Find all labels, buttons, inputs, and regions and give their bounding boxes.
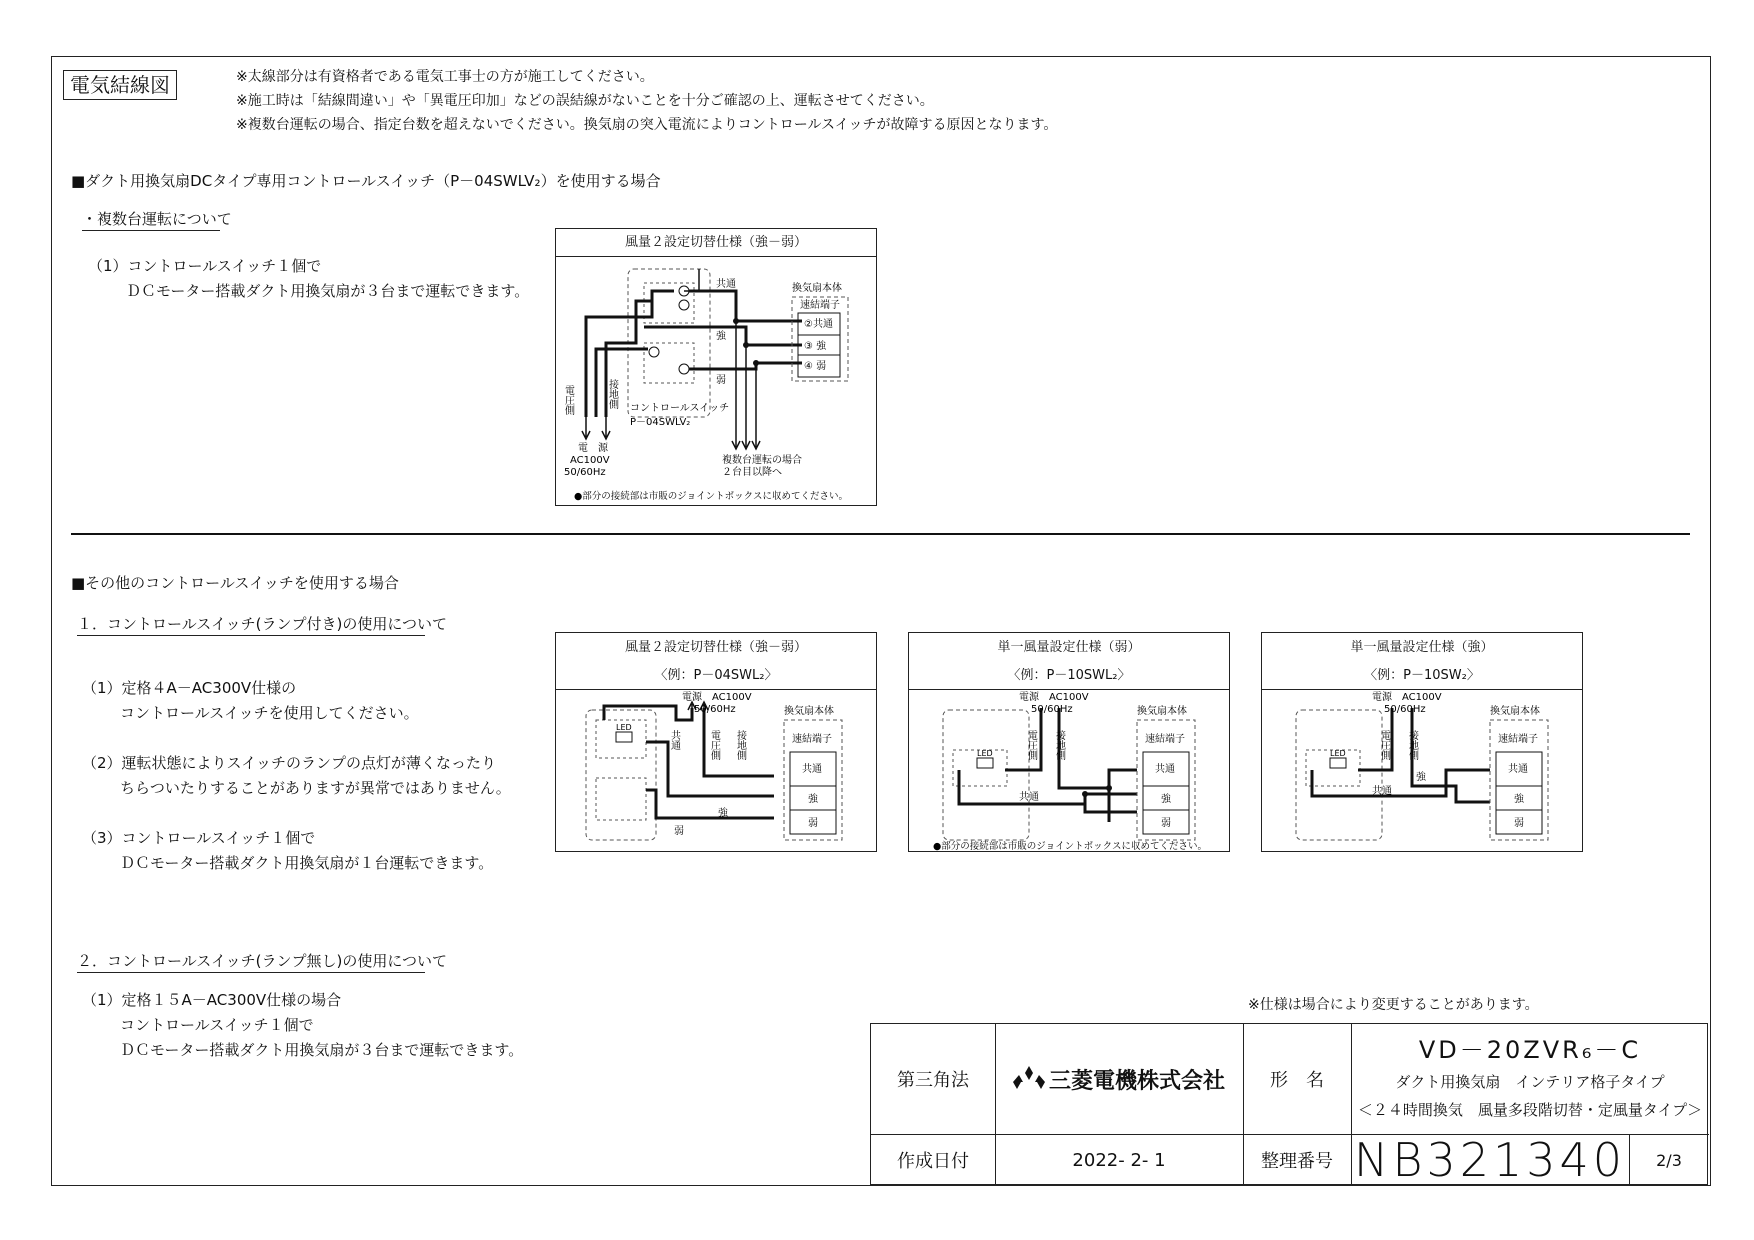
page-title: 電気結線図 — [63, 70, 177, 100]
svg-text:共通: 共通 — [802, 764, 822, 775]
power-voltage: AC100V — [570, 455, 610, 466]
svg-text:弱: 弱 — [808, 818, 818, 829]
svg-text:共通: 共通 — [1372, 786, 1392, 797]
terminal-label: 速結端子 — [800, 300, 840, 311]
svg-text:強: 強 — [1416, 772, 1426, 783]
svg-text:弱: 弱 — [1514, 818, 1524, 829]
model-desc-2: ＜２４時間換気 風量多段階切替・定風量タイプ＞ — [1357, 1100, 1703, 1119]
junction-dot-2 — [743, 342, 749, 348]
multi-label-1: 複数台運転の場合 — [722, 455, 802, 466]
svg-text:弱: 弱 — [1161, 818, 1171, 829]
section2-sub1: １．コントロールスイッチ(ランプ付き)の使用について — [77, 617, 425, 636]
ref-label: 整理番号 — [1261, 1151, 1333, 1172]
svg-text:強: 強 — [1161, 794, 1171, 805]
svg-text:電源 AC100V: 電源 AC100V — [1372, 692, 1442, 703]
note-2: ※施工時は「結線間違い」や「異電圧印加」などの誤結線がないことを十分ご確認の上、運転させてください。 — [236, 93, 934, 109]
date-label: 作成日付 — [897, 1151, 969, 1172]
svg-text:接地側: 接地側 — [734, 730, 746, 760]
model-desc-1: ダクト用換気扇 インテリア格子タイプ — [1395, 1072, 1665, 1091]
svg-text:接地側: 接地側 — [1053, 730, 1065, 760]
svg-text:共通: 共通 — [1019, 792, 1039, 803]
model-number: VD－20ZVR₆－C — [1418, 1035, 1642, 1064]
svg-text:速結端子: 速結端子 — [1145, 734, 1185, 745]
terminal-r-mark — [679, 300, 689, 310]
wire-voltage — [586, 291, 674, 417]
diagram-caption: 風量２設定切替仕様（強－弱） — [624, 640, 807, 655]
diagram-caption: 単一風量設定仕様（強） — [1350, 640, 1494, 655]
wiring-diagram-b1 — [556, 690, 876, 852]
svg-text:速結端子: 速結端子 — [1498, 734, 1538, 745]
svg-text:電圧側: 電圧側 — [1378, 730, 1390, 760]
arrow-ground — [602, 417, 610, 439]
section2b-item1-l1: （1）定格１５A－AC300V仕様の場合 — [82, 991, 342, 1009]
label-weak: 弱 — [716, 375, 726, 386]
power-label: 電 源 — [578, 443, 608, 454]
svg-text:電源 AC100V: 電源 AC100V — [682, 692, 752, 703]
company-cell — [995, 1024, 1243, 1134]
arrow-voltage — [582, 417, 590, 439]
junction-dot-1 — [733, 318, 739, 324]
svg-text:接地側: 接地側 — [1406, 730, 1418, 760]
voltage-side-label: 電圧側 — [562, 385, 574, 415]
section2-item2-l2: ちらついたりすることがありますが異常ではありません。 — [120, 779, 511, 797]
company-name: 三菱電機株式会社 — [1048, 1068, 1225, 1094]
diagram-p10swl2 — [908, 632, 1230, 852]
diagram-example: 〈例：P－10SW₂〉 — [1364, 668, 1480, 683]
svg-text:LED: LED — [977, 749, 993, 758]
note-3: ※複数台運転の場合、指定台数を超えないでください。換気扇の突入電流によりコントロールスイッチが故障する原因となります。 — [236, 117, 1058, 133]
section2b-item1-l2: コントロールスイッチ１個で — [120, 1016, 314, 1034]
section2-item1-l1: （1）定格４A－AC300V仕様の — [82, 679, 297, 697]
junction-note: ●部分の接続部は市販のジョイントボックスに収めてください。 — [574, 491, 849, 502]
terminal-4-mark — [679, 364, 689, 374]
svg-text:50/60Hz: 50/60Hz — [1384, 704, 1426, 715]
section2-item1-l2: コントロールスイッチを使用してください。 — [120, 704, 419, 722]
junction-dot-3 — [753, 360, 759, 366]
date-value: 2022- 2- 1 — [1072, 1149, 1166, 1171]
diagram-p04swlv2 — [555, 228, 877, 506]
wire-common — [689, 291, 802, 321]
terminal-3-mark — [649, 347, 659, 357]
svg-text:電圧側: 電圧側 — [708, 730, 720, 760]
label-strong: 強 — [716, 331, 726, 342]
svg-text:50/60Hz: 50/60Hz — [1031, 704, 1073, 715]
svg-text:換気扇本体: 換気扇本体 — [1137, 706, 1187, 717]
wiring-diagram-a — [556, 257, 876, 507]
ground-side-label: 接地側 — [606, 379, 618, 409]
spec-change-note: ※仕様は場合により変更することがあります。 — [1248, 997, 1539, 1013]
label-common: 共通 — [716, 279, 736, 290]
section2-item2-l1: （2）運転状態によりスイッチのランプの点灯が薄くなったり — [82, 754, 496, 772]
svg-text:換気扇本体: 換気扇本体 — [1490, 706, 1540, 717]
svg-text:LED: LED — [1330, 749, 1346, 758]
svg-text:速結端子: 速結端子 — [792, 734, 832, 745]
terminal-strong: ③ 強 — [804, 341, 827, 352]
svg-text:電圧側: 電圧側 — [1025, 730, 1037, 760]
diagram-caption: 単一風量設定仕様（弱） — [997, 640, 1141, 655]
section2-sub2: ２．コントロールスイッチ(ランプ無し)の使用について — [77, 954, 425, 973]
switch-model: P－04SWLV₂ — [630, 417, 691, 428]
power-hz: 50/60Hz — [564, 467, 606, 478]
svg-text:共通: 共通 — [668, 730, 680, 750]
section-divider — [71, 533, 1690, 535]
svg-text:共通: 共通 — [1155, 764, 1175, 775]
diagram-p04swl2 — [555, 632, 877, 852]
switch-name: コントロールスイッチ — [630, 403, 730, 414]
mitsubishi-logo-icon — [1013, 1065, 1045, 1093]
projection-label: 第三角法 — [897, 1070, 969, 1091]
diagram-example: 〈例：P－10SWL₂〉 — [1007, 668, 1131, 683]
svg-text:強: 強 — [1514, 794, 1524, 805]
svg-text:強: 強 — [808, 794, 818, 805]
diagram-p10sw2 — [1261, 632, 1583, 852]
svg-text:●部分の接続部は市販のジョイントボックスに収めてください。: ●部分の接続部は市販のジョイントボックスに収めてください。 — [933, 841, 1208, 852]
svg-text:換気扇本体: 換気扇本体 — [784, 706, 834, 717]
section1-item1-l2: ＤＣモーター搭載ダクト用換気扇が３台まで運転できます。 — [126, 282, 530, 300]
page-number: 2/3 — [1656, 1150, 1682, 1170]
fan-body-label: 換気扇本体 — [792, 283, 842, 294]
section2-heading: ■その他のコントロールスイッチを使用する場合 — [71, 574, 399, 592]
wiring-diagram-b2 — [909, 690, 1229, 852]
terminal-common: ②共通 — [804, 319, 833, 330]
svg-text:50/60Hz: 50/60Hz — [694, 704, 736, 715]
svg-text:共通: 共通 — [1508, 764, 1528, 775]
diagram-example: 〈例：P－04SWL₂〉 — [654, 668, 778, 683]
svg-text:弱: 弱 — [674, 826, 684, 837]
section1-item1-l1: （1）コントロールスイッチ１個で — [88, 257, 322, 275]
svg-text:電源 AC100V: 電源 AC100V — [1019, 692, 1089, 703]
svg-text:強: 強 — [718, 808, 728, 819]
section1-sub: ・複数台運転について — [82, 212, 220, 231]
note-1: ※太線部分は有資格者である電気工事士の方が施工してください。 — [236, 69, 654, 85]
section2b-item1-l3: ＤＣモーター搭載ダクト用換気扇が３台まで運転できます。 — [120, 1041, 524, 1059]
diagram-caption: 風量２設定切替仕様（強－弱） — [624, 235, 807, 250]
wire-sw — [684, 269, 699, 291]
section1-heading: ■ダクト用換気扇DCタイプ専用コントロールスイッチ（P－04SWLV₂）を使用する場合 — [71, 172, 661, 190]
form-label: 形 名 — [1270, 1070, 1324, 1091]
wiring-diagram-b3 — [1262, 690, 1582, 852]
terminal-weak: ④ 弱 — [804, 361, 827, 372]
ref-number: NB321340 — [1353, 1133, 1627, 1187]
title-block — [870, 1023, 1708, 1185]
switch-lower-module — [644, 343, 694, 383]
svg-text:LED: LED — [616, 723, 632, 732]
section2-item3-l1: （3）コントロールスイッチ１個で — [82, 829, 316, 847]
section2-item3-l2: ＤＣモーター搭載ダクト用換気扇が１台運転できます。 — [120, 854, 494, 872]
multi-label-2: ２台目以降へ — [722, 467, 782, 478]
